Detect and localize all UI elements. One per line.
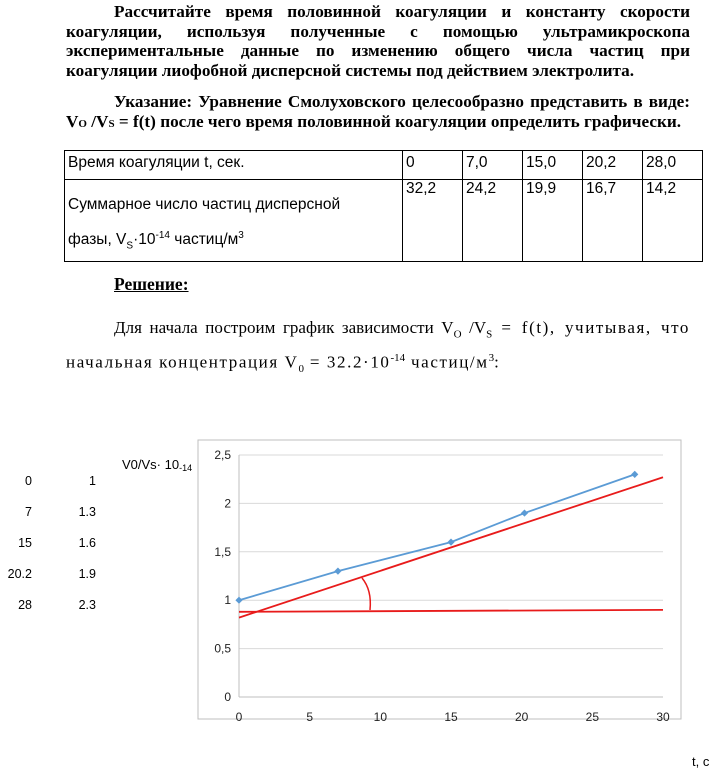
y-tick-label: 0,5 bbox=[214, 641, 231, 656]
table-cell: 14,2 bbox=[643, 180, 703, 262]
table-cell: 7,0 bbox=[463, 151, 523, 180]
x-tick-label: 30 bbox=[656, 710, 670, 724]
table-row-label: Суммарное число частиц дисперсной фазы, $V_S\cdot 10^{-14}$ частиц/$м^3$ bbox=[65, 180, 403, 262]
y-tick-label: 0 bbox=[224, 690, 231, 704]
problem-text: Рассчитайте время половинной коагуляции и константу скорости коагуляции, используя полученные с помощью ультрамикроскопа экспериментальные данные по изменению общего числа частиц при коагуляции лиофобной дисперсной системы под действием электролита. bbox=[66, 2, 690, 80]
formula: VO /VS = f(t) bbox=[66, 111, 156, 131]
table-cell: 24,2 bbox=[463, 180, 523, 262]
side-cell: 28 bbox=[18, 598, 32, 612]
table-cell: 28,0 bbox=[643, 151, 703, 180]
solution-heading: Решение: bbox=[114, 274, 189, 294]
side-cell: 1 bbox=[89, 474, 96, 488]
table-row-label: Время коагуляции t, сек. bbox=[65, 151, 403, 180]
y-tick-label: 2,5 bbox=[214, 448, 231, 462]
side-cell: 1.9 bbox=[78, 567, 96, 581]
side-cell: 2.3 bbox=[78, 598, 96, 612]
x-tick-label: 5 bbox=[306, 710, 314, 724]
table-cell: 15,0 bbox=[523, 151, 583, 180]
y-tick-label: 1,5 bbox=[214, 544, 231, 559]
side-cell: 0 bbox=[25, 474, 32, 488]
y-tick-label: 2 bbox=[224, 496, 231, 511]
table-cell: 20,2 bbox=[583, 151, 643, 180]
x-tick-label: 25 bbox=[585, 710, 600, 724]
y-tick-label: 1 bbox=[224, 593, 231, 608]
y-axis-label: V0/Vs· 10-14 bbox=[122, 457, 193, 473]
side-cell: 7 bbox=[25, 505, 32, 519]
side-cell: 1.6 bbox=[78, 536, 96, 550]
x-axis-label: t, c bbox=[692, 754, 710, 769]
hint-prefix: Указание: Уравнение Смолуховского целесообразно представить в виде: bbox=[114, 92, 690, 111]
table-cell: 16,7 bbox=[583, 180, 643, 262]
x-tick-label: 10 bbox=[373, 710, 388, 724]
plot-area bbox=[198, 440, 681, 719]
table-cell: 0 bbox=[403, 151, 463, 180]
table-cell: 32,2 bbox=[403, 180, 463, 262]
solution-text: Для начала построим график зависимости $V_O$ $/V_S = f(t)$, учитывая, что начальная концентрация $V_0 = 32.2\cdot 10^{-14}$ частиц/$м^3$: bbox=[66, 318, 691, 376]
side-cell: 15 bbox=[18, 536, 32, 550]
side-cell: 1.3 bbox=[78, 505, 96, 519]
hint-suffix: после чего время половинной коагуляции определить графически. bbox=[160, 111, 682, 131]
x-tick-label: 0 bbox=[235, 710, 243, 724]
x-tick-label: 15 bbox=[444, 710, 458, 724]
table-cell: 19,9 bbox=[523, 180, 583, 262]
side-cell: 20.2 bbox=[7, 567, 32, 581]
x-tick-label: 20 bbox=[514, 710, 529, 724]
